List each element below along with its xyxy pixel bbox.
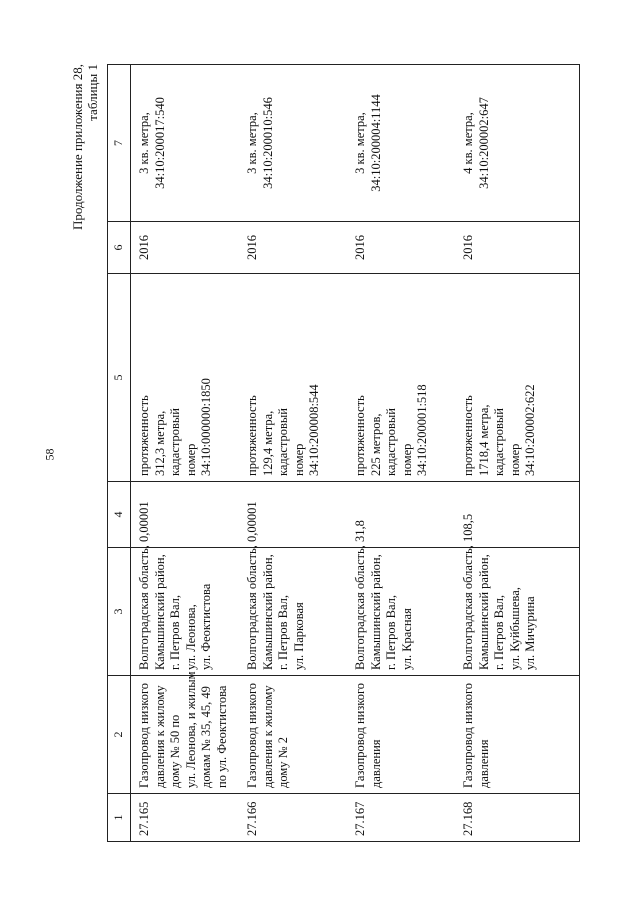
table-body <box>131 65 580 842</box>
address-line: Камышинский район, <box>368 554 383 670</box>
year-text: 2016 <box>353 235 367 260</box>
address-cell <box>455 545 580 676</box>
parameters-line: кадастровый <box>492 408 506 476</box>
row-number: 27.166 <box>245 801 259 836</box>
parameters-line: номер <box>399 443 414 476</box>
address-line: ул. Феоктистова <box>199 583 213 670</box>
parameters-line: 1718,4 метра, <box>476 404 491 476</box>
value-cell <box>239 482 347 548</box>
object-name-line: Газопровод низкого <box>461 682 475 788</box>
table-caption <box>70 64 100 230</box>
parameters-line: номер <box>183 443 198 476</box>
address-line: г. Петров Вал, <box>168 594 182 670</box>
parameters-line: кадастровый <box>384 408 398 476</box>
zone-line: 3 кв. метра, <box>137 112 151 174</box>
header-cell: 7 <box>108 65 131 222</box>
object-name-cell <box>239 676 347 794</box>
value-text: 31,8 <box>353 520 367 542</box>
page-number: 58 <box>42 448 57 461</box>
address-line: г. Петров Вал, <box>276 594 290 670</box>
object-name-line: дому № 2 <box>276 737 290 788</box>
table-row <box>131 65 240 842</box>
address-line: Камышинский район, <box>152 554 167 670</box>
table-header-row <box>108 65 131 842</box>
parameters-line: 34:10:200008:544 <box>307 384 321 476</box>
row-number-cell <box>131 794 240 842</box>
address-line: Волгоградская область, <box>137 545 151 670</box>
year-cell <box>239 222 347 274</box>
object-name-line: домам № 35, 45, 49 <box>199 686 213 788</box>
address-line: г. Петров Вал, <box>492 594 506 670</box>
value-cell <box>455 482 580 548</box>
table-row <box>347 65 455 842</box>
zone-line: 34:10:200017:540 <box>152 97 167 189</box>
parameters-line: кадастровый <box>276 408 290 476</box>
object-name-line: Газопровод низкого <box>137 682 151 788</box>
data-table <box>107 64 580 842</box>
value-text: 108,5 <box>461 513 475 542</box>
year-text: 2016 <box>245 235 259 260</box>
parameters-line: 129,4 метра, <box>260 410 275 476</box>
value-cell <box>347 482 455 548</box>
address-line: Камышинский район, <box>260 554 275 670</box>
year-text: 2016 <box>137 235 151 260</box>
caption-line-1: Продолжение приложения 28, <box>70 64 85 231</box>
parameters-cell <box>455 274 580 482</box>
object-name-line: дому № 50 по <box>168 714 182 788</box>
address-line: ул. Леонова, <box>183 604 198 670</box>
row-number: 27.167 <box>353 801 367 836</box>
row-number: 27.165 <box>137 801 151 836</box>
value-text: 0,00001 <box>137 501 151 542</box>
parameters-cell <box>239 274 347 482</box>
object-name-cell <box>131 671 240 794</box>
address-line: г. Петров Вал, <box>384 594 398 670</box>
header-cell: 5 <box>108 274 131 482</box>
year-cell <box>455 222 580 274</box>
row-number-cell <box>347 794 455 842</box>
parameters-line: протяженность <box>353 395 367 476</box>
row-number-cell <box>455 794 580 842</box>
parameters-line: 34:10:000000:1850 <box>199 378 213 476</box>
table-row <box>239 65 347 842</box>
year-text: 2016 <box>461 235 475 260</box>
parameters-line: протяженность <box>461 395 475 476</box>
parameters-line: 34:10:200001:518 <box>415 384 429 476</box>
address-line: Волгоградская область, <box>245 545 259 670</box>
header-cell: 2 <box>108 676 131 794</box>
header-cell: 1 <box>108 794 131 842</box>
address-line: ул. Парковая <box>291 602 306 670</box>
parameters-line: 34:10:200002:622 <box>523 384 537 476</box>
value-text: 0,00001 <box>245 501 259 542</box>
table-row <box>455 65 580 842</box>
caption-line-2: таблицы 1 <box>85 64 100 121</box>
parameters-cell <box>131 274 240 482</box>
address-line: ул. Мичурина <box>523 596 537 670</box>
parameters-cell <box>347 274 455 482</box>
parameters-line: 225 метров, <box>368 413 383 476</box>
parameters-line: номер <box>291 443 306 476</box>
parameters-line: протяженность <box>137 395 151 476</box>
object-name-line: давления <box>368 739 383 788</box>
header-cell: 4 <box>108 482 131 548</box>
address-cell <box>347 545 455 676</box>
year-cell <box>131 222 240 274</box>
zone-cell <box>455 65 580 222</box>
zone-line: 34:10:200010:546 <box>260 97 275 189</box>
row-number: 27.168 <box>461 801 475 836</box>
year-cell <box>347 222 455 274</box>
row-number-cell <box>239 794 347 842</box>
parameters-line: номер <box>507 443 522 476</box>
object-name-line: Газопровод низкого <box>353 682 367 788</box>
object-name-cell <box>455 676 580 794</box>
object-name-line: давления к жилому <box>152 685 167 788</box>
zone-cell <box>239 65 347 222</box>
zone-line: 34:10:200002:647 <box>476 97 491 189</box>
object-name-line: давления <box>476 739 491 788</box>
value-cell <box>131 482 240 548</box>
zone-cell <box>347 65 455 222</box>
zone-line: 3 кв. метра, <box>245 112 259 174</box>
zone-cell <box>131 65 240 222</box>
parameters-line: протяженность <box>245 395 259 476</box>
header-cell: 3 <box>108 548 131 676</box>
address-line: ул. Красная <box>399 608 414 670</box>
object-name-line: ул. Леонова, и жилым <box>183 671 198 788</box>
object-name-line: давления к жилому <box>260 685 275 788</box>
rotated-content <box>70 62 570 842</box>
zone-line: 34:10:200004:1144 <box>368 94 383 192</box>
parameters-line: кадастровый <box>168 408 182 476</box>
zone-line: 4 кв. метра, <box>461 112 475 174</box>
address-line: Волгоградская область, <box>353 545 367 670</box>
address-line: Камышинский район, <box>476 554 491 670</box>
object-name-cell <box>347 676 455 794</box>
address-cell <box>131 545 240 676</box>
address-cell <box>239 545 347 676</box>
address-line: Волгоградская область, <box>461 545 475 670</box>
object-name-line: Газопровод низкого <box>245 682 259 788</box>
parameters-line: 312,3 метра, <box>152 410 167 476</box>
zone-line: 3 кв. метра, <box>353 112 367 174</box>
address-line: ул. Куйбышева, <box>507 587 522 670</box>
object-name-line: по ул. Феоктистова <box>214 685 229 788</box>
header-cell: 6 <box>108 222 131 274</box>
